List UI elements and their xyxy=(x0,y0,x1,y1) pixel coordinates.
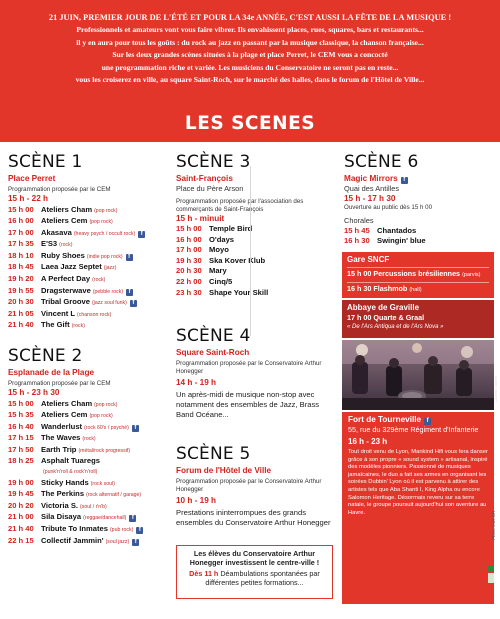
lineup-row xyxy=(176,277,336,288)
facebook-icon[interactable]: f xyxy=(401,177,408,184)
gare-line-genre: (parvis) xyxy=(462,272,481,278)
scene-heading: SCÈNE 2 xyxy=(8,346,83,366)
lineup-genre: (pebble rock) xyxy=(92,288,124,295)
scene-description: Un après-midi de musique non-stop avec notamment des ensembles de Jazz, Brass Band Océane... xyxy=(176,389,320,420)
fort-hours: 16 h - 23 h xyxy=(348,437,388,446)
fort-title xyxy=(348,415,488,425)
lineup-genre: (soul jazz) xyxy=(105,538,130,545)
scene-hours: 15 h - 23 h 30 xyxy=(8,388,60,397)
scene-3 xyxy=(176,152,336,298)
lineup-row xyxy=(8,512,168,524)
lineup-row xyxy=(176,245,336,256)
lineup-genre: (heavy psych / occult rock) xyxy=(73,230,136,237)
lineup-artist: Sticky Hands xyxy=(41,477,89,487)
concert-photo xyxy=(342,340,498,410)
intro-line: Professionnels et amateurs vont vous faire vibrer. Ils envahissent places, rues, squares, bars et restaurants... xyxy=(76,25,424,35)
scene-venue: Esplanade de la Plage xyxy=(8,368,95,377)
lineup-row xyxy=(8,286,168,298)
abbaye-box xyxy=(342,300,494,338)
lineup-time: 17 h 00 xyxy=(176,245,202,255)
lineup-time: 18 h 45 xyxy=(8,262,34,272)
lineup-genre: (rock soul) xyxy=(90,480,115,487)
lineup-artist: Sila Disaya xyxy=(41,512,82,522)
lineup-artist: Ska Kover Klub xyxy=(209,255,266,265)
lineup-list xyxy=(176,224,336,298)
intro-line: il y en aura pour tous les goûts : du rock au jazz en passant par la musique classique, la chanson française... xyxy=(76,37,424,47)
chorales-label: Chorales xyxy=(344,216,374,225)
lineup-row xyxy=(8,399,168,411)
abbaye-title: Abbaye de Graville xyxy=(347,303,420,312)
scene-programming: Programmation proposée par l'association des commerçants de Saint-François xyxy=(176,197,304,213)
scene-hours: 10 h - 19 h xyxy=(176,496,217,505)
lineup-genre: (métal/rock progressif) xyxy=(78,447,131,454)
lineup-artist: Ateliers Cham xyxy=(41,398,93,408)
lineup-artist: Earth Trip xyxy=(41,444,77,454)
lineup-time: 15 h 45 xyxy=(344,225,370,235)
scene-venue: Saint-François xyxy=(176,174,233,183)
lineup-artist: Collectif Jammin' xyxy=(41,535,104,545)
lineup-artist: Dragsterwave xyxy=(41,285,91,295)
lineup-time: 18 h 25 xyxy=(8,456,34,466)
facebook-icon[interactable]: f xyxy=(136,527,143,534)
lineup-row xyxy=(176,266,336,277)
scene-6 xyxy=(344,152,494,247)
gare-line xyxy=(347,267,489,280)
lineup-row xyxy=(344,226,494,237)
lineup-row xyxy=(8,297,168,309)
fort-title-text: Fort de Tourneville xyxy=(348,415,422,424)
lineup-artist: Victoria S. xyxy=(41,500,79,510)
scene-venue xyxy=(344,174,494,184)
lineup-list xyxy=(344,226,494,247)
lineup-genre: (rock) xyxy=(82,436,96,443)
lineup-genre: (jazz soul funk) xyxy=(91,300,127,307)
box-time: Dès 11 h xyxy=(189,569,219,578)
gare-line-genre: (hall) xyxy=(409,287,422,293)
lineup-row xyxy=(8,309,168,321)
scene-hours: 15 h - minuit xyxy=(176,213,225,223)
lineup-artist: Mary xyxy=(209,266,227,276)
facebook-icon[interactable]: f xyxy=(132,425,139,432)
lineup-artist: E'S3 xyxy=(41,239,58,249)
lineup-genre: (rock) xyxy=(59,242,73,249)
lineup-genre: (chanson rock) xyxy=(77,311,112,318)
scene-opening: Ouverture au public dès 15 h 00 xyxy=(344,204,433,211)
lineup-artist: The Perkins xyxy=(41,489,85,499)
lineup-artist: Chantados xyxy=(377,225,417,235)
intro-banner xyxy=(0,0,500,108)
scene-1 xyxy=(8,152,168,332)
lineup-row xyxy=(8,467,168,478)
lineup-row xyxy=(8,536,168,548)
scene-hours: 15 h - 17 h 30 xyxy=(344,193,396,203)
conservatoire-box xyxy=(176,545,333,599)
lineup-row xyxy=(8,410,168,422)
lineup-genre: (pub rock) xyxy=(109,527,134,534)
fort-description: Tout droit venu de Lyon, Mankind Hifi vous fera danser grâce à son propre « sound system » artisanal, inspiré des modèles pionniers. Passionné de musiques jamaïcaines, le duo a fait ses armes en organisant les soirées Dubbin' Lyon où il est parvenu à attirer des artistes tels que Aba Shanti I, King Alpha ou encore Salomon Heritage. Désormais reveru sur sa terre natale, le groupe poursuit aujourd'hui son aventure au Havre. xyxy=(348,449,488,516)
lineup-row xyxy=(8,489,168,501)
lineup-time: 16 h 30 xyxy=(344,236,370,246)
lineup-time: 19 h 30 xyxy=(176,255,202,265)
lineup-genre: (pop rock) xyxy=(94,207,118,214)
lineup-row xyxy=(8,422,168,434)
scene-description: Prestations ininterrompues des grands ensembles du Conservatoire Arthur Honegger xyxy=(176,507,331,527)
lineup-row xyxy=(8,456,168,467)
lineup-genre: (reggae/dancehall) xyxy=(83,515,127,522)
photo-credit: Laurent Vabert xyxy=(493,376,498,403)
scene-heading: SCÈNE 5 xyxy=(176,444,251,464)
lineup-genre: (soul / r'n'b) xyxy=(80,503,107,510)
lineup-time: 21 h 40 xyxy=(8,524,34,534)
scene-programming: Programmation proposée par le Conservatoire Arthur Honegger xyxy=(176,478,322,493)
lineup-genre: (rock 60's / psyché) xyxy=(84,424,129,431)
abbaye-line: 17 h 00 Quarte & Graal xyxy=(347,313,425,322)
facebook-icon[interactable]: f xyxy=(132,539,139,546)
scene-venue-sub: Quai des Antilles xyxy=(344,184,400,193)
lineup-list xyxy=(8,399,168,548)
lineup-row xyxy=(176,224,336,235)
facebook-icon[interactable]: f xyxy=(130,300,137,307)
lineup-artist: Akasava xyxy=(41,227,72,237)
lineup-artist: Shape Your Skill xyxy=(209,287,269,297)
lineup-row xyxy=(176,235,336,246)
lineup-artist: The Waves xyxy=(41,433,81,443)
scene-venue: Place Perret xyxy=(8,174,56,183)
scene-heading: SCÈNE 1 xyxy=(8,152,83,172)
scene-4 xyxy=(176,326,336,421)
gare-line-text: 15 h 00 Percussions brésiliennes xyxy=(347,269,461,278)
lineup-genre: (pop rock) xyxy=(94,401,118,408)
box-heading: Les élèves du Conservatoire Arthur Honegger investissent le centre-ville ! xyxy=(189,549,320,567)
fort-address: 55, rue du 329ème Régiment d'Infanterie xyxy=(348,425,479,434)
scene-2 xyxy=(8,346,168,547)
lineup-artist: O'days xyxy=(209,234,235,244)
lineup-row xyxy=(176,256,336,267)
lineup-artist: Tribute To Inmates xyxy=(41,524,108,534)
lineup-row xyxy=(8,433,168,445)
lineup-artist: Ateliers Cem xyxy=(41,410,88,420)
lineup-artist: Asphalt Tuaregs xyxy=(41,456,100,466)
lineup-genre: (pop rock) xyxy=(89,219,113,226)
lineup-time: 21 h 40 xyxy=(8,320,34,330)
scene-hours: 14 h - 19 h xyxy=(176,378,217,387)
lineup-genre: (rock alternatif / garage) xyxy=(86,492,142,499)
lineup-artist: Laea Jazz Septet xyxy=(41,262,102,272)
box-description: Déambulations spontanées par différentes petites formations... xyxy=(205,569,320,587)
lineup-artist: Ateliers Cham xyxy=(41,204,93,214)
lineup-row xyxy=(8,262,168,274)
facebook-icon[interactable]: f xyxy=(129,515,136,522)
scene-programming: Programmation proposée par le CEM xyxy=(8,186,111,193)
lineup-artist: Temple Bird xyxy=(209,224,253,233)
lineup-list xyxy=(8,205,168,333)
lineup-artist: Cinq/5 xyxy=(209,276,233,286)
scene-venue-name: Magic Mirrors xyxy=(344,174,398,183)
vertical-credit: Photo tous DR xyxy=(491,510,496,540)
section-title: LES SCENES xyxy=(184,113,316,134)
lineup-time: 20 h 20 xyxy=(8,500,34,510)
fort-tourneville-box xyxy=(342,412,494,604)
scene-hours: 15 h - 22 h xyxy=(8,194,49,203)
lineup-artist: Ateliers Cem xyxy=(41,216,88,226)
lineup-time: 19 h 20 xyxy=(8,274,34,284)
lineup-genre: (rock) xyxy=(71,323,85,330)
lineup-artist: A Perfect Day xyxy=(41,274,91,284)
lineup-time: 16 h 00 xyxy=(176,234,202,244)
lineup-time: 21 h 00 xyxy=(8,512,34,522)
lineup-row xyxy=(8,205,168,217)
lineup-row xyxy=(8,274,168,286)
lineup-row xyxy=(8,216,168,228)
scene-5 xyxy=(176,444,336,528)
lineup-genre: (punk'n'roll & rock'n'roll) xyxy=(43,469,98,476)
lineup-time: 15 h 00 xyxy=(8,398,34,408)
lineup-time: 19 h 45 xyxy=(8,489,34,499)
lineup-time: 19 h 00 xyxy=(8,477,34,487)
lineup-time: 16 h 40 xyxy=(8,421,34,431)
facebook-icon[interactable]: f xyxy=(126,289,133,296)
lineup-genre: (jazz) xyxy=(103,265,117,272)
lineup-time: 22 h 00 xyxy=(176,276,202,286)
lineup-time: 20 h 30 xyxy=(176,266,202,276)
lineup-time: 15 h 00 xyxy=(8,204,34,214)
lineup-row xyxy=(344,236,494,247)
scene-venue: Forum de l'Hôtel de Ville xyxy=(176,466,272,475)
lineup-time: 22 h 15 xyxy=(8,535,34,545)
lineup-row xyxy=(8,228,168,240)
scene-heading: SCÈNE 6 xyxy=(344,152,419,172)
intro-line: 21 JUIN, PREMIER JOUR DE L'ÉTÉ ET POUR LA 34e ANNÉE, C'EST AUSSI LA FÊTE DE LA MUSIQUE ! xyxy=(48,13,452,22)
lineup-row xyxy=(8,239,168,251)
lineup-time: 18 h 10 xyxy=(8,250,34,260)
facebook-icon[interactable]: f xyxy=(138,231,145,238)
lineup-time: 23 h 30 xyxy=(176,287,202,297)
gare-line xyxy=(347,282,489,295)
lineup-time: 21 h 05 xyxy=(8,308,34,318)
gare-line-text: 16 h 30 Flashmob xyxy=(347,284,408,293)
lineup-time: 15 h 00 xyxy=(176,224,202,233)
gare-title: Gare SNCF xyxy=(347,255,390,264)
scene-venue: Square Saint-Roch xyxy=(176,348,250,357)
lineup-artist: Swingin' blue xyxy=(377,236,426,246)
lineup-row xyxy=(8,501,168,513)
intro-line: Sur les deux grandes scènes situées à la plage et place Perret, le CEM vous a concocté xyxy=(112,50,388,60)
lineup-row xyxy=(8,524,168,536)
lineup-time: 15 h 35 xyxy=(8,410,34,420)
scene-heading: SCÈNE 4 xyxy=(176,326,251,346)
lineup-artist: Tribal Groove xyxy=(41,297,90,307)
logo-icon xyxy=(487,566,495,584)
lineup-time: 16 h 00 xyxy=(8,216,34,226)
lineup-time: 19 h 55 xyxy=(8,285,34,295)
lineup-time: 20 h 30 xyxy=(8,297,34,307)
lineup-row xyxy=(8,478,168,490)
lineup-genre: (indie pop rock) xyxy=(86,253,123,260)
lineup-artist: Moyo xyxy=(209,245,229,255)
scene-programming: Programmation proposée par le Conservatoire Arthur Honegger xyxy=(176,360,322,375)
lineup-artist: Ruby Shoes xyxy=(41,250,85,260)
lineup-artist: Vincent L xyxy=(41,308,76,318)
scene-heading: SCÈNE 3 xyxy=(176,152,251,172)
lineup-row xyxy=(8,251,168,263)
facebook-icon[interactable]: f xyxy=(424,418,431,425)
lineup-time: 17 h 00 xyxy=(8,227,34,237)
box-text xyxy=(182,569,327,587)
lineup-genre: (pop rock) xyxy=(89,413,113,420)
intro-line: une programmation riche et variée. Les musiciens du Conservatoire ne seront pas en reste... xyxy=(101,62,399,72)
lineup-time: 17 h 50 xyxy=(8,444,34,454)
scene-venue-sub: Place du Père Arson xyxy=(176,184,244,193)
lineup-row xyxy=(176,288,336,299)
intro-line: vous les croiserez en ville, au square Saint-Roch, sur le marché des halles, dans le forum de l'Hôtel de Ville... xyxy=(75,75,425,85)
lineup-row xyxy=(8,445,168,457)
lineup-artist: Wanderlust xyxy=(41,421,83,431)
scene-programming: Programmation proposée par le CEM xyxy=(8,380,111,387)
lineup-time: 17 h 35 xyxy=(8,239,34,249)
lineup-genre: (rock) xyxy=(92,277,106,284)
lineup-row xyxy=(8,320,168,332)
facebook-icon[interactable]: f xyxy=(126,254,133,261)
column-divider xyxy=(250,166,251,336)
abbaye-quote: « De l'Ars Antiqua et de l'Ars Nova » xyxy=(347,324,444,330)
lineup-time: 17 h 15 xyxy=(8,433,34,443)
lineup-artist: The Gift xyxy=(41,320,70,330)
gare-sncf-box xyxy=(342,252,494,298)
